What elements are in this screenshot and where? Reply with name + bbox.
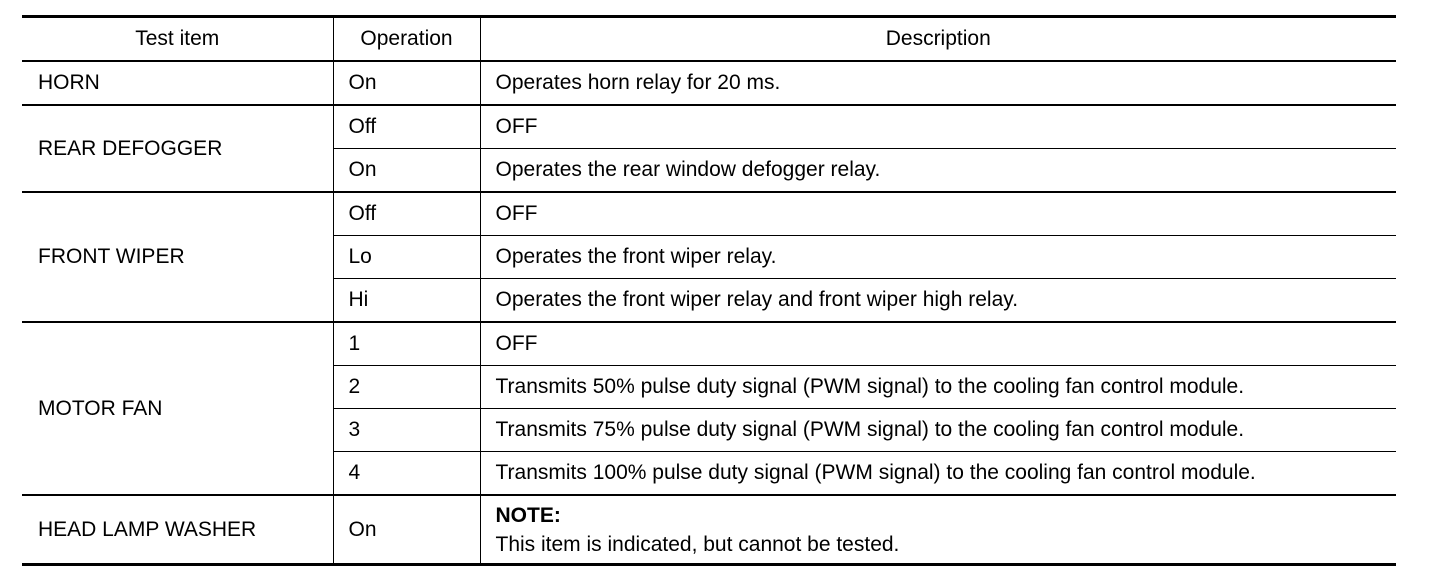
description-cell: Operates horn relay for 20 ms.: [480, 61, 1396, 105]
active-test-table: [22, 15, 1396, 566]
header-description: Description: [480, 17, 1396, 62]
note-label: NOTE:: [495, 503, 561, 527]
description-cell: Transmits 100% pulse duty signal (PWM signal) to the cooling fan control module.: [480, 452, 1396, 496]
operation-cell: Off: [333, 192, 480, 236]
description-cell: Operates the front wiper relay and front wiper high relay.: [480, 279, 1396, 323]
table-row: [22, 495, 1396, 565]
description-cell: OFF: [480, 322, 1396, 366]
header-row: [22, 17, 1396, 62]
note-cell: [480, 495, 1396, 565]
operation-cell: 1: [333, 322, 480, 366]
description-cell: Transmits 75% pulse duty signal (PWM signal) to the cooling fan control module.: [480, 409, 1396, 452]
description-cell: OFF: [480, 192, 1396, 236]
table-row: [22, 61, 1396, 105]
operation-cell: Hi: [333, 279, 480, 323]
description-cell: Operates the front wiper relay.: [480, 236, 1396, 279]
operation-cell: On: [333, 495, 480, 565]
table-row: [22, 105, 1396, 149]
table-row: [22, 192, 1396, 236]
operation-cell: 4: [333, 452, 480, 496]
test-item-front-wiper: FRONT WIPER: [22, 192, 333, 322]
description-cell: Transmits 50% pulse duty signal (PWM signal) to the cooling fan control module.: [480, 366, 1396, 409]
table-row: [22, 322, 1396, 366]
operation-cell: On: [333, 149, 480, 193]
test-item-horn: HORN: [22, 61, 333, 105]
note-text: This item is indicated, but cannot be tested.: [495, 532, 900, 556]
test-item-motor-fan: MOTOR FAN: [22, 322, 333, 495]
test-item-head-lamp-washer: HEAD LAMP WASHER: [22, 495, 333, 565]
operation-cell: Lo: [333, 236, 480, 279]
operation-cell: Off: [333, 105, 480, 149]
operation-cell: On: [333, 61, 480, 105]
description-cell: Operates the rear window defogger relay.: [480, 149, 1396, 193]
description-cell: OFF: [480, 105, 1396, 149]
header-operation: Operation: [333, 17, 480, 62]
header-test-item: Test item: [22, 17, 333, 62]
operation-cell: 3: [333, 409, 480, 452]
test-item-rear-defogger: REAR DEFOGGER: [22, 105, 333, 192]
operation-cell: 2: [333, 366, 480, 409]
